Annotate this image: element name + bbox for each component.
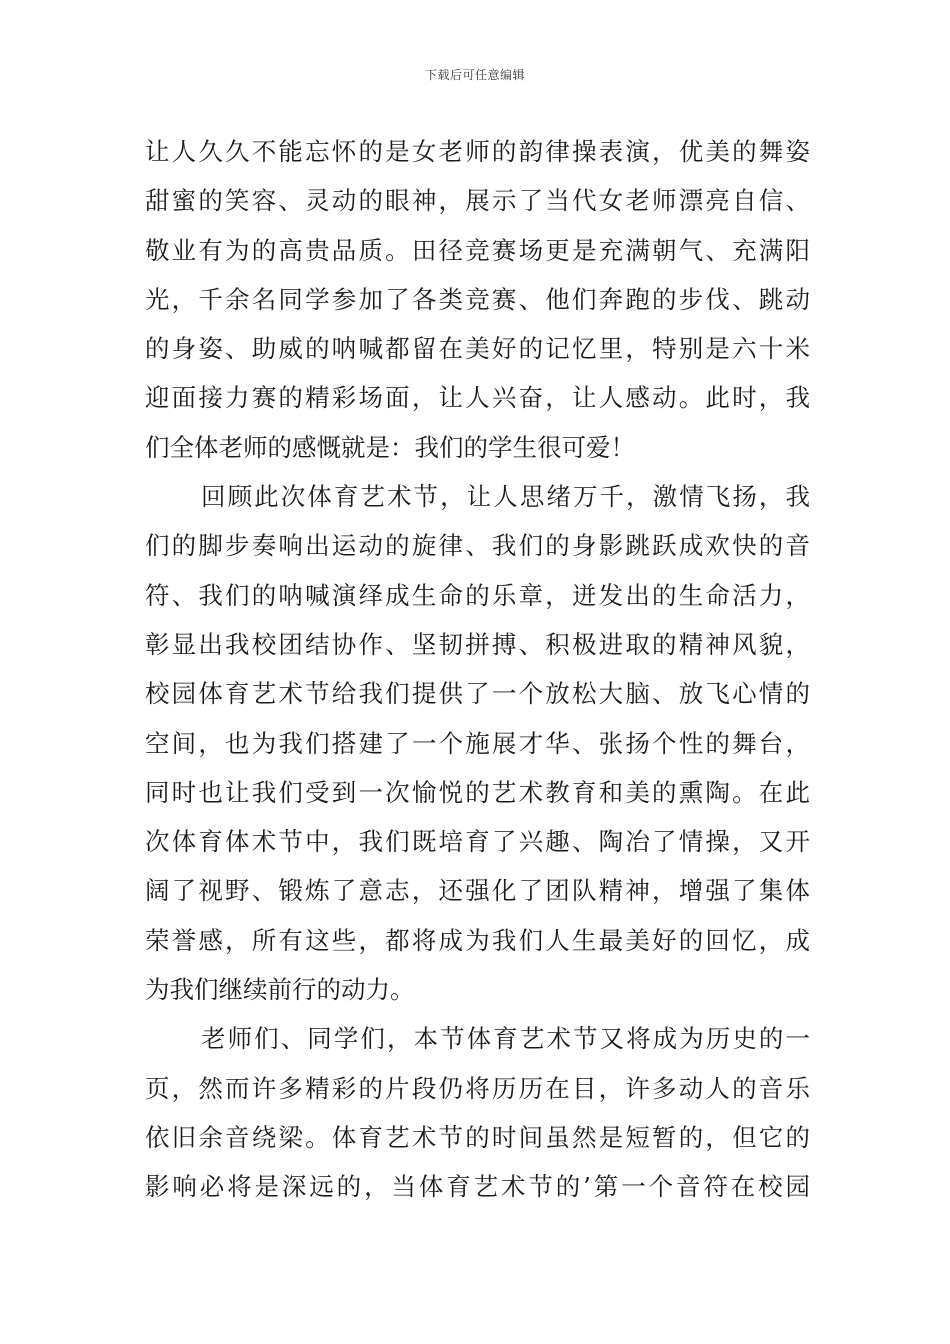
text-line: 的身姿、助威的呐喊都留在美好的记忆里，特别是六十米: [145, 334, 810, 364]
text-line: 迎面接力赛的精彩场面，让人兴奋，让人感动。此时，我: [145, 383, 810, 413]
text-line: 敬业有为的高贵品质。田径竞赛场更是充满朝气、充满阳: [145, 235, 810, 265]
text-line: 为我们继续前行的动力。: [145, 975, 415, 1005]
text-line: 光，千余名同学参加了各类竞赛、他们奔跑的步伐、跳动: [145, 284, 810, 314]
text-line: 符、我们的呐喊演绎成生命的乐章，迸发出的生命活力，: [145, 580, 810, 610]
text-line: 影响必将是深远的，当体育艺术节的’第一个音符在校园: [145, 1172, 810, 1202]
text-line: 荣誉感，所有这些，都将成为我们人生最美好的回忆，成: [145, 925, 810, 955]
text-line: 们全体老师的感慨就是：我们的学生很可爱！: [145, 432, 635, 462]
text-line: 们的脚步奏响出运动的旋律、我们的身影跳跃成欢快的音: [145, 531, 810, 561]
body-text: [145, 127, 810, 1212]
text-line: 甜蜜的笑容、灵动的眼神，展示了当代女老师漂亮自信、: [145, 186, 810, 216]
page-header: 下载后可任意编辑: [424, 68, 525, 82]
text-line: 彰显出我校团结协作、坚韧拼搏、积极进取的精神风貌，: [145, 629, 810, 659]
text-line: 让人久久不能忘怀的是女老师的韵律操表演，优美的舞姿: [145, 137, 810, 166]
text-line: 校园体育艺术节给我们提供了一个放松大脑、放飞心情的: [145, 679, 810, 709]
text-line: 阔了视野、锻炼了意志，还强化了团队精神，增强了集体: [145, 876, 810, 906]
text-line: 页，然而许多精彩的片段仍将历历在目，许多动人的音乐: [145, 1073, 810, 1103]
text-line: 空间，也为我们搭建了一个施展才华、张扬个性的舞台，: [145, 728, 810, 758]
text-line: 同时也让我们受到一次愉悦的艺术教育和美的熏陶。在此: [145, 777, 810, 807]
text-line: 回顾此次体育艺术节，让人思绪万千，激情飞扬，我: [201, 482, 810, 512]
text-line: 次体育体术节中，我们既培育了兴趣、陶冶了情操，又开: [145, 827, 810, 857]
text-line: 老师们、同学们，本节体育艺术节又将成为历史的一: [201, 1024, 810, 1054]
text-line: 依旧余音绕梁。体育艺术节的时间虽然是短暂的，但它的: [145, 1122, 810, 1152]
